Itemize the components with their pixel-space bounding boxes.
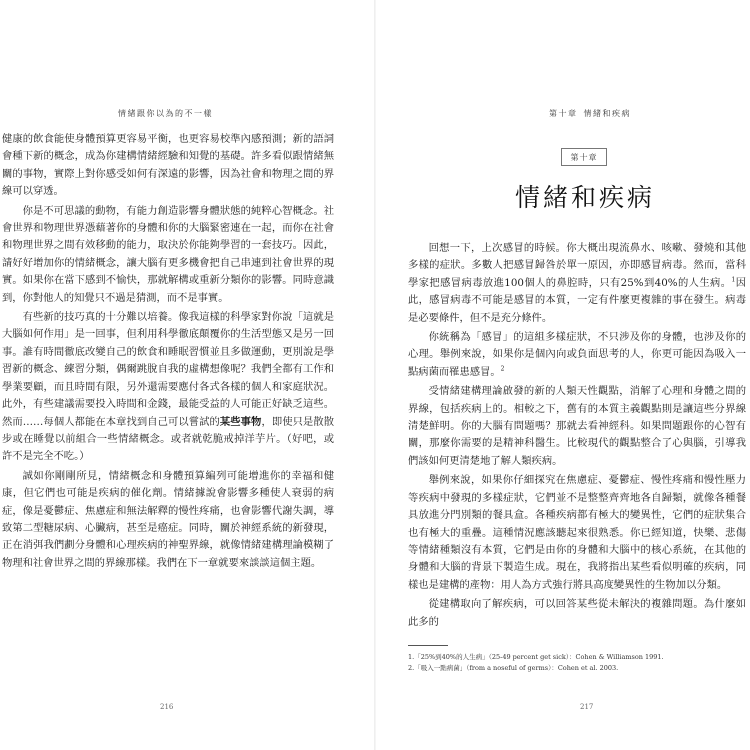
paragraph: 你是不可思議的動物，有能力創造影響身體狀態的純粹心智概念。社會世界和物理世界憑藉著你的身體和你的大腦緊密連在一起，而你在社會和物理世界之間有效移動的能力，取決於你能夠學習的一套技巧。因此，請好好增加你的情緒概念，讓大腦有更多機會把自己串連到社會世界的現實。如果你在當下感到不愉快，那就解構或重新分類你的影響。同時意識到，你對他人的知覺只不過是猜測，而不是事實。: [2, 204, 334, 304]
paragraph: 從建構取向了解疾病，可以回答某些從未解決的複雜問題。為什麼如此多的: [408, 598, 746, 628]
running-head-left: 情緒跟你以為的不一樣: [118, 109, 213, 118]
paragraph: 有些新的技巧真的十分難以培養。像我這樣的科學家對你說「這就是大腦如何作用」是一回事，但利用科學徹底顛覆你的生活型態又是另一回事。誰有時間徹底改變自己的飲食和睡眠習慣並且多做運動，更別說是學習新的概念、練習分類，偶爾跳脫自我的虛構想像呢？我們全都有工作和學業要顧，而且時間有限，另外還需要應付各式各樣的個人和家庭狀況。此外，有些建議需要投入時間和金錢，最能受益的人可能正好缺乏這些。然而……每個人都能在本章找到自己可以嘗試的某些事物，即使只是散散步或在睡覺以前組合一些情緒概念。或者就乾脆戒掉洋芋片。（好吧，或許不是完全不吃。）: [2, 311, 335, 463]
footnote-marker: 2: [500, 365, 505, 373]
footnotes: [408, 652, 746, 674]
running-head-right: 第十章 情緒和疾病: [549, 109, 631, 118]
paragraph: 你統稱為「感冒」的這組多樣症狀，不只涉及你的身體，也涉及你的心理。舉例來說，如果你是個內向或負面思考的人，你更可能因為吸入一點病菌而罹患感冒。$^2$: [408, 331, 746, 378]
right-page: [375, 0, 750, 750]
page-number-left: 216: [160, 703, 174, 711]
footnote-divider: [408, 645, 448, 646]
footnote: 1.「25%到40%的人生病」（25-49 percent get sick）：Cohen & Williamson 1991.: [408, 653, 664, 661]
paragraph: 受情緒建構理論啟發的新的人類天性觀點，消解了心理和身體之間的界線，包括疾病上的。相較之下，舊有的本質主義觀點則是讓這些分界線清楚鮮明。你的大腦有問題嗎？那就去看神經科。如果問題跟你的心智有關，那麼你需要的是精神科醫生。比較現代的觀點整合了心與腦，引導我們該如何更清楚地了解人類疾病。: [408, 385, 746, 467]
footnote-marker: 1: [731, 276, 736, 284]
paragraph: 誠如你剛剛所見，情緒概念和身體預算編列可能增進你的幸福和健康，但它們也可能是疾病的催化劑。情緒據說會影響多種使人衰弱的病症，像是憂鬱症、焦慮症和無法解釋的慢性疼痛，也會影響代謝失調，導致第二型糖尿病、心臟病，甚至是癌症。同時，關於神經系統的新發現，正在消弭我們劃分身體和心理疾病的神聖界線，就像情緒建構理論模糊了物理和社會世界之間的界線那樣。我們在下一章就要來談談這個主題。: [2, 469, 334, 569]
left-body-text: [2, 131, 334, 574]
paragraph: 健康的飲食能使身體預算更容易平衡，也更容易校準內感預測；新的語詞會種下新的概念，成為你建構情緒經驗和知覺的基礎。許多看似跟情緒無關的事物，實際上對你感受如何有深遠的影響，因為社會和物理之間的界線可以穿透。: [2, 133, 334, 198]
chapter-title: 情緒和疾病: [514, 183, 655, 212]
page-number-right: 217: [580, 703, 594, 711]
paragraph: 舉例來說，如果你仔細探究在焦慮症、憂鬱症、慢性疼痛和慢性壓力等疾病中發現的多樣症狀，它們並不是整整齊齊地各自歸類，就像各種餐具放進分門別類的餐具盒。各種疾病都有極大的變異性，它們的症狀集合也有極大的重疊。這種情況應該聽起來很熟悉。你已經知道，快樂、悲傷等情緒種類沒有本質，它們是由你的身體和大腦中的核心系統，在其他的身體和大腦的背景下製造生成。現在，我將指出某些看似明確的疾病，同樣也是建構的產物：用人為方式強行將具高度變異性的生物加以分類。: [408, 474, 746, 591]
chapter-label: 第十章: [561, 148, 607, 166]
paragraph: 回想一下，上次感冒的時候。你大概出現流鼻水、咳嗽、發燒和其他多樣的症狀。多數人把感冒歸咎於單一原因，亦即感冒病毒。然而，當科學家把感冒病毒放進100個人的鼻腔時，只有25%到40%的人生病。$^1$因此，感冒病毒不可能是感冒的本質，一定有件麼更複雜的事在發生。病毒是必要條件，但不是充分條件。: [408, 242, 746, 324]
emphasis-text: 某些事物: [219, 415, 262, 428]
footnote: 2.「吸入一點病菌」（from a noseful of germs）：Cohen et al. 2003.: [408, 664, 619, 672]
right-body-text: [408, 240, 746, 633]
